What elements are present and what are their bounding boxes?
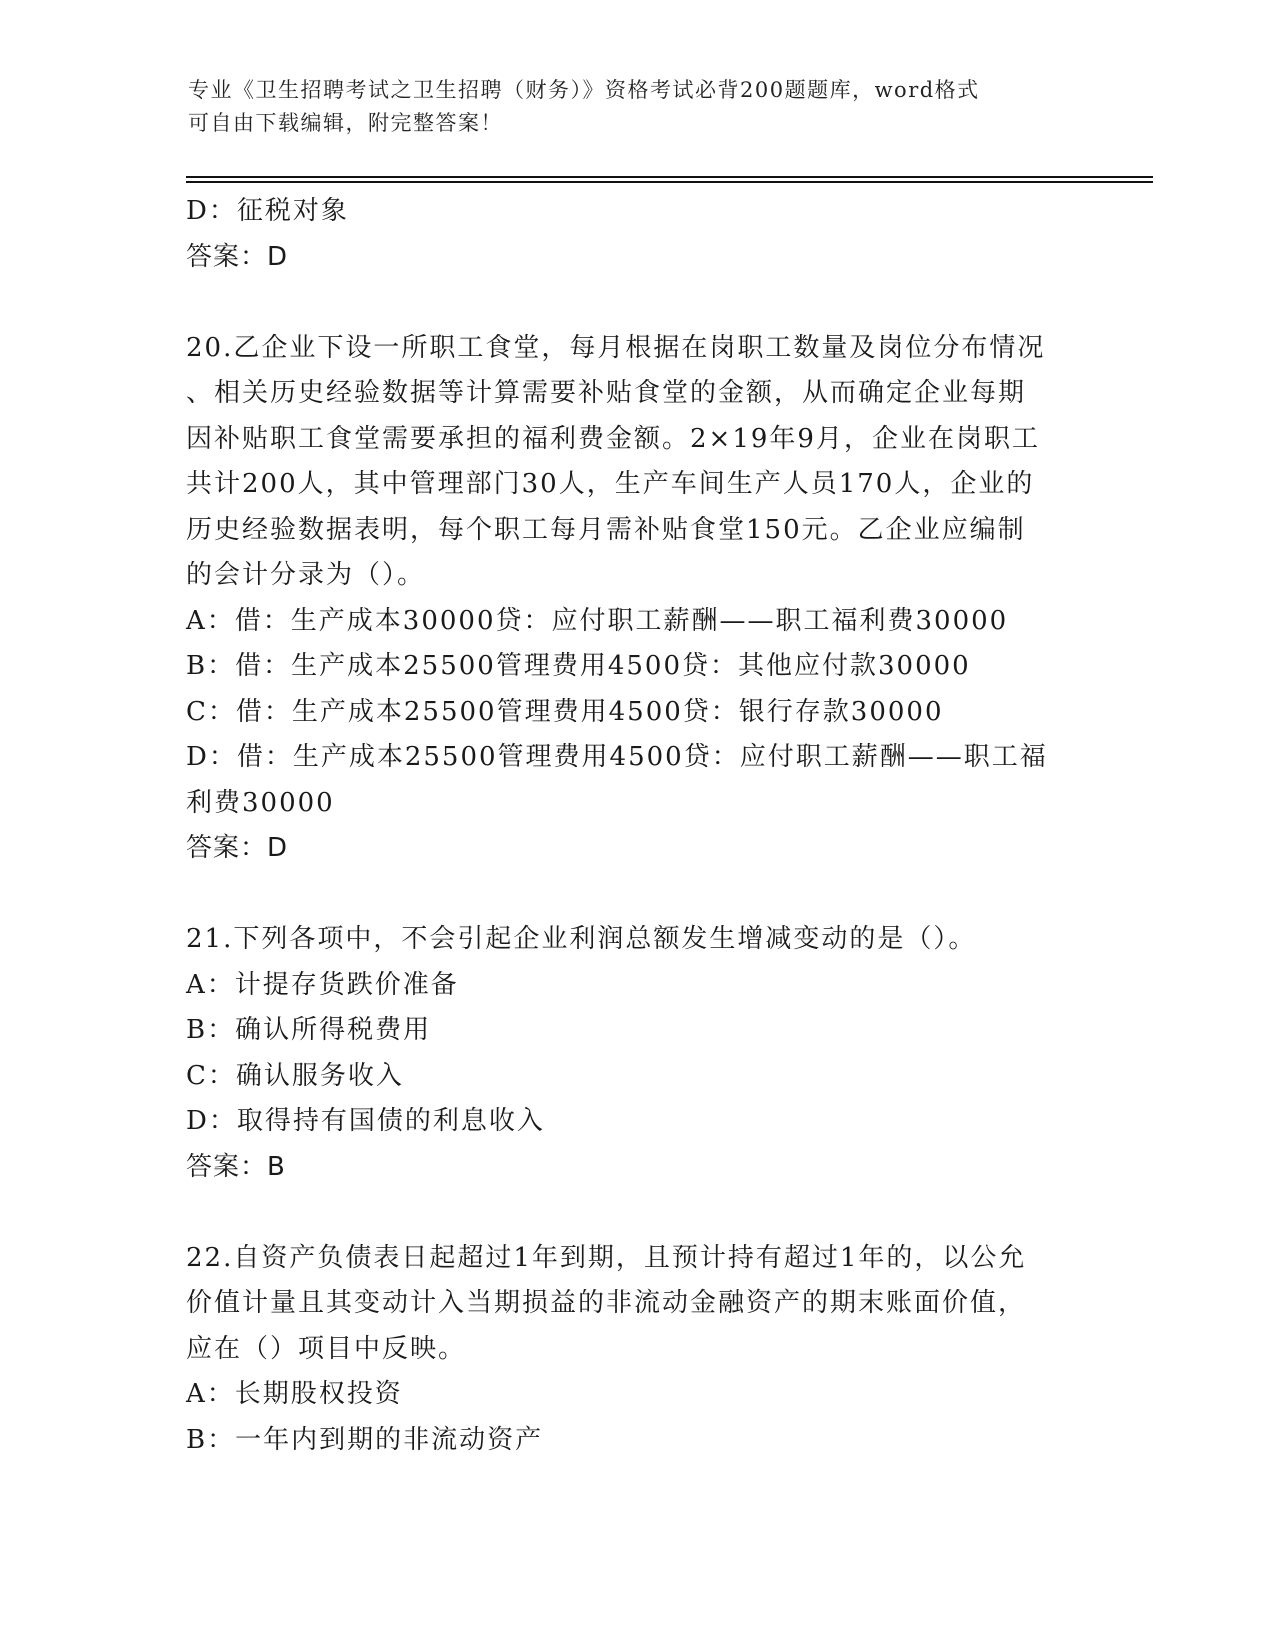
- header-rule-bottom: [186, 181, 1153, 183]
- question-stem-line: 历史经验数据表明，每个职工每月需补贴食堂150元。乙企业应编制: [186, 514, 1026, 545]
- question-stem-line: 21.下列各项中，不会引起企业利润总额发生增减变动的是（）。: [186, 924, 977, 954]
- question-stem-line: 价值计量且其变动计入当期损益的非流动金融资产的期末账面价值，: [186, 1288, 1027, 1318]
- question-stem-line: 因补贴职工食堂需要承担的福利费金额。2×19年9月，企业在岗职工: [186, 423, 1040, 454]
- question-stem-line: 应在（）项目中反映。: [186, 1333, 467, 1364]
- option-b: B：确认所得税费用: [186, 1015, 432, 1045]
- spacer: [186, 280, 1086, 326]
- header-rule-top: [186, 176, 1153, 178]
- option-d-continued: 利费30000: [186, 787, 335, 818]
- spacer: [186, 1190, 1086, 1236]
- header-line-2: 可自由下载编辑，附完整答案！: [188, 111, 503, 135]
- answer: 答案：D: [186, 241, 289, 272]
- document-body: [186, 189, 1086, 1463]
- question-stem-line: 、相关历史经验数据等计算需要补贴食堂的金额，从而确定企业每期: [186, 378, 1027, 408]
- answer: 答案：B: [186, 1151, 286, 1182]
- option-a: A：长期股权投资: [186, 1379, 403, 1409]
- prev-question-tail: [186, 189, 1086, 280]
- option-d: D：借：生产成本25500管理费用4500贷：应付职工薪酬——职工福: [186, 742, 1048, 772]
- spacer: [186, 872, 1086, 918]
- option-b: B：借：生产成本25500管理费用4500贷：其他应付款30000: [186, 651, 971, 681]
- option-c: C：借：生产成本25500管理费用4500贷：银行存款30000: [186, 696, 944, 727]
- question-22: [186, 1236, 1086, 1464]
- option-d: D：取得持有国债的利息收入: [186, 1106, 545, 1136]
- question-20: [186, 326, 1086, 872]
- answer: 答案：D: [186, 833, 289, 863]
- option-a: A：计提存货跌价准备: [186, 969, 459, 1000]
- option-c: C：确认服务收入: [186, 1060, 404, 1091]
- question-21: [186, 917, 1086, 1190]
- option-d: D：征税对象: [186, 196, 349, 226]
- question-stem-line: 的会计分录为（）。: [186, 560, 426, 590]
- header-line-1: 专业《卫生招聘考试之卫生招聘（财务）》资格考试必背200题题库，word格式: [188, 78, 980, 102]
- option-b: B：一年内到期的非流动资产: [186, 1424, 544, 1455]
- question-stem-line: 22.自资产负债表日起超过1年到期，且预计持有超过1年的，以公允: [186, 1242, 1027, 1273]
- option-a: A：借：生产成本30000贷：应付职工薪酬——职工福利费30000: [186, 605, 1009, 636]
- document-header: [188, 74, 1068, 140]
- question-stem-line: 20.乙企业下设一所职工食堂，每月根据在岗职工数量及岗位分布情况: [186, 332, 1046, 363]
- question-stem-line: 共计200人，其中管理部门30人，生产车间生产人员170人，企业的: [186, 469, 1035, 499]
